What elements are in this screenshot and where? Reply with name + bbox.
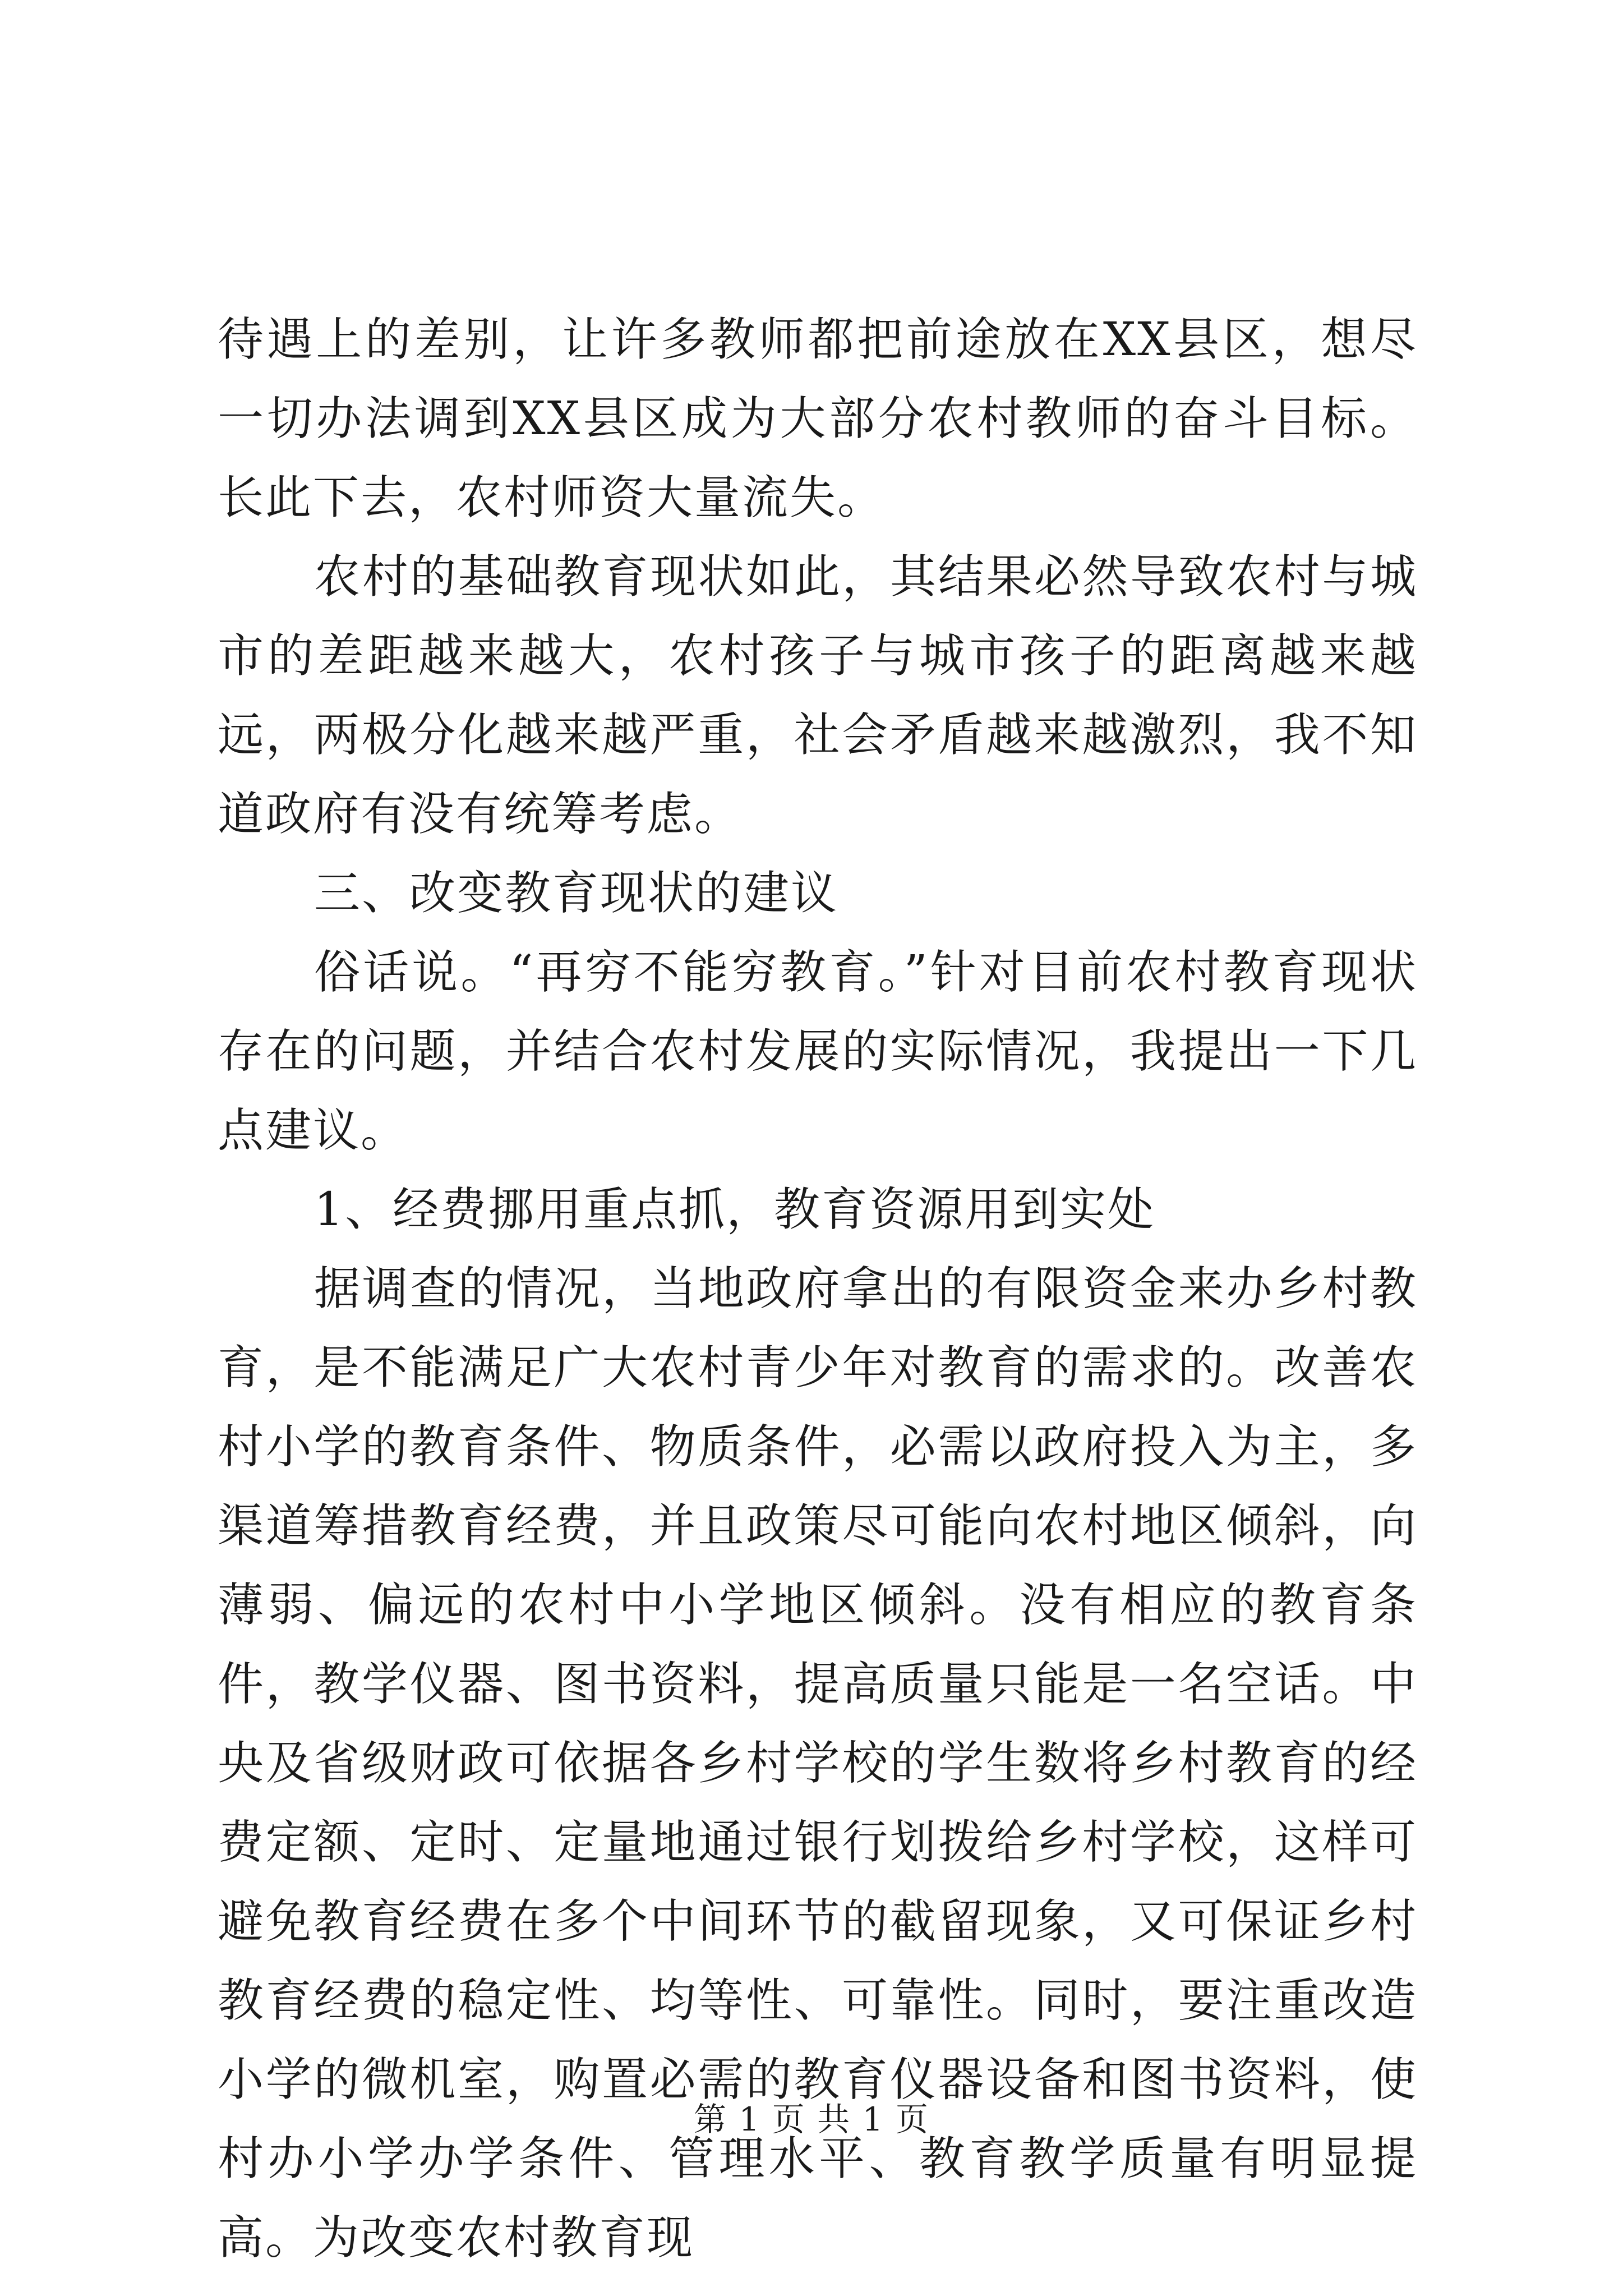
- paragraph-1: 待遇上的差别，让许多教师都把前途放在XX县区，想尽一切办法调到XX县区成为大部分农村教师的奋斗目标。长此下去，农村师资大量流失。: [218, 313, 1418, 524]
- paragraph-2: 农村的基础教育现状如此，其结果必然导致农村与城市的差距越来越大，农村孩子与城市孩子的距离越来越远，两极分化越来越严重，社会矛盾越来越激烈，我不知道政府有没有统筹考虑。: [218, 550, 1418, 841]
- paragraph-3: 俗话说。“再穷不能穷教育。”针对目前农村教育现状存在的问题，并结合农村发展的实际情况，我提出一下几点建议。: [218, 946, 1418, 1157]
- section-heading: 三、改变教育现状的建议: [314, 867, 839, 920]
- page-footer: 第 1 页 共 1 页: [694, 2100, 929, 2138]
- paragraph-4: 据调查的情况，当地政府拿出的有限资金来办乡村教育，是不能满足广大农村青少年对教育的需求的。改善农村小学的教育条件、物质条件，必需以政府投入为主，多渠道筹措教育经费，并且政策尽可能向农村地区倾斜，向薄弱、偏远的农村中小学地区倾斜。没有相应的教育条件，教学仪器、图书资料，提高质量只能是一名空话。中央及省级财政可依据各乡村学校的学生数将乡村教育的经费定额、定时、定量地通过银行划拨给乡村学校，这样可避免教育经费在多个中间环节的截留现象，又可保证乡村教育经费的稳定性、均等性、可靠性。同时，要注重改造小学的微机室，购置必需的教育仪器设备和图书资料，使村办小学办学条件、管理水平、教育教学质量有明显提高。为改变农村教育现: [218, 1262, 1418, 2265]
- subsection-heading: 1、经费挪用重点抓，教育资源用到实处: [314, 1183, 1156, 1236]
- document-body: [218, 300, 1418, 2277]
